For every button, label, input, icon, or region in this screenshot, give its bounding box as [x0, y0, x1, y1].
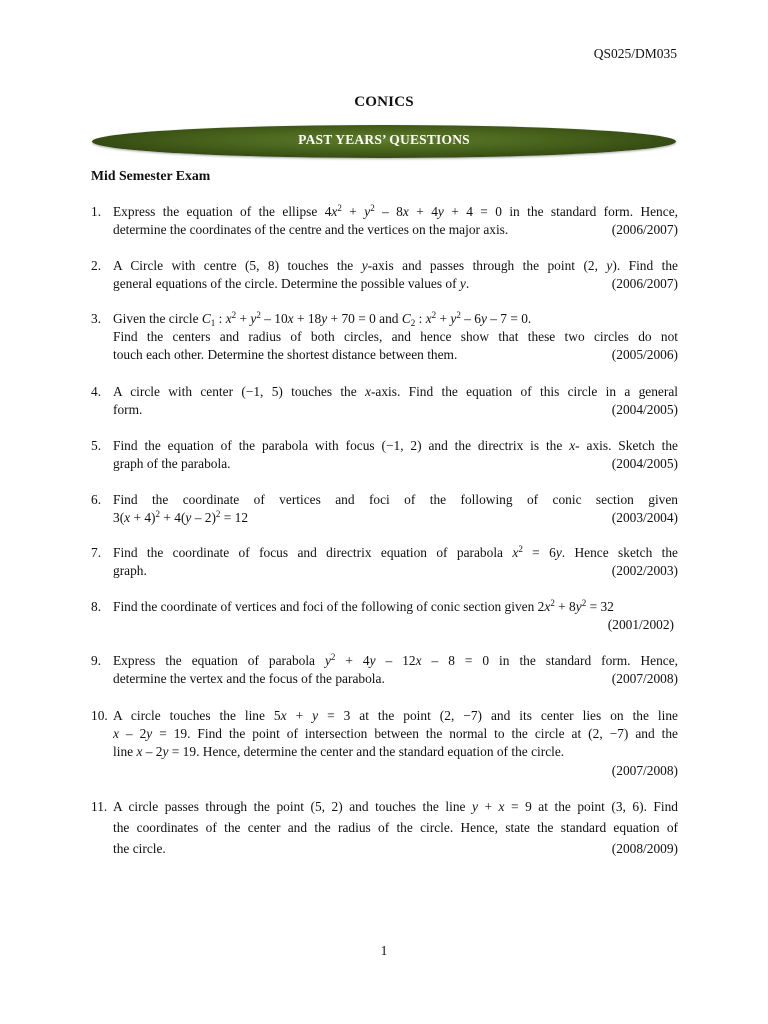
- question-number: 4.: [91, 384, 102, 399]
- question-3: [91, 310, 678, 365]
- page-number: 1: [380, 943, 388, 958]
- question-text: Find the coordinate of focus and directrix equation of parabola $x^2 = 6y$. Hence sketch the graph. (2002/2003): [113, 544, 678, 580]
- question-year: (2007/2008): [611, 671, 678, 687]
- question-number: 5.: [91, 438, 102, 453]
- question-2: [91, 257, 678, 293]
- question-text: Find the coordinate of vertices and foci of the following of conic section given $2x^2 + 8y^2 = 32$ (2001/2002): [113, 598, 678, 634]
- question-year: (2004/2005): [611, 402, 678, 418]
- question-text: A Circle with centre (5, 8) touches the y-axis and passes through the point (2, y). Find the general equations of the circle. Determine the possible values of y. (2006/2007): [113, 257, 678, 293]
- question-number: 8.: [91, 599, 102, 614]
- question-text: A circle with center (−1, 5) touches the x-axis. Find the equation of this circle in a general form. (2004/2005): [113, 383, 678, 419]
- question-number: 7.: [91, 545, 102, 560]
- question-year: (2003/2004): [611, 510, 678, 526]
- page-title: CONICS: [354, 94, 414, 110]
- question-4: [91, 383, 678, 419]
- question-7: [91, 544, 678, 580]
- question-6: [91, 491, 678, 527]
- question-text: Given the circle $C_1$ : $x^2 + y^2 - 10x + 18y + 70 = 0$ and $C_2$ : $x^2 + y^2 - 6y - 7 = 0$. Find the centers and radius of both circles, and hence show that these two circles do not touch each other. Determine the shortest distance between them. (2005/2006): [113, 310, 678, 365]
- question-5: [91, 437, 678, 473]
- question-number: 10.: [91, 708, 108, 723]
- question-number: 2.: [91, 258, 102, 273]
- section-heading: Mid Semester Exam: [91, 168, 211, 183]
- question-1: [91, 203, 678, 239]
- question-year: (2005/2006): [611, 347, 678, 363]
- question-number: 9.: [91, 653, 102, 668]
- question-text: A circle touches the line 5x + y = 3 at the point (2, −7) and its center lies on the line x – 2y = 19. Find the point of intersection between the normal to the circle at (2, −7) and the line x – 2y = 19. Hence, determine the center and the standard equation of the circle. (2007/2008): [113, 707, 678, 780]
- question-11: [91, 796, 678, 859]
- course-code: QS025/DM035: [593, 46, 677, 61]
- question-number: 6.: [91, 492, 102, 507]
- question-text: Express the equation of the ellipse $4x^2 + y^2 - 8x + 4y + 4 = 0$ in the standard form. Hence, determine the coordinates of the centre and the vertices on the major axis. (2006/2007): [113, 203, 678, 239]
- question-number: 11.: [91, 799, 108, 814]
- question-year: (2008/2009): [611, 841, 678, 856]
- question-text: Express the equation of parabola $y^2 + 4y - 12x - 8 = 0$ in the standard form. Hence, determine the vertex and the focus of the parabola. (2007/2008): [113, 652, 678, 688]
- question-year: (2006/2007): [611, 276, 678, 292]
- question-9: [91, 652, 678, 688]
- question-year: (2002/2003): [611, 563, 678, 579]
- question-number: 1.: [91, 204, 102, 219]
- banner-label: PAST YEARS’ QUESTIONS: [298, 132, 470, 147]
- question-10: [91, 707, 678, 780]
- question-year: (2006/2007): [611, 222, 678, 238]
- question-8: [91, 598, 678, 634]
- question-text: Find the coordinate of vertices and foci of the following of conic section given $3(x + 4)^2 + 4(y - 2)^2 = 12$ (2003/2004): [113, 491, 678, 527]
- question-year: (2007/2008): [611, 762, 678, 778]
- question-year: (2004/2005): [611, 456, 678, 472]
- question-number: 3.: [91, 311, 102, 326]
- question-text: Find the equation of the parabola with focus (−1, 2) and the directrix is the x- axis. Sketch the graph of the parabola. (2004/2005): [113, 437, 678, 473]
- question-text: A circle passes through the point (5, 2) and touches the line y + x = 9 at the point (3, 6). Find the coordinates of the center and the radius of the circle. Hence, state the standard equation of the circle. (2008/2009): [113, 796, 678, 859]
- question-year: (2001/2002): [607, 617, 674, 633]
